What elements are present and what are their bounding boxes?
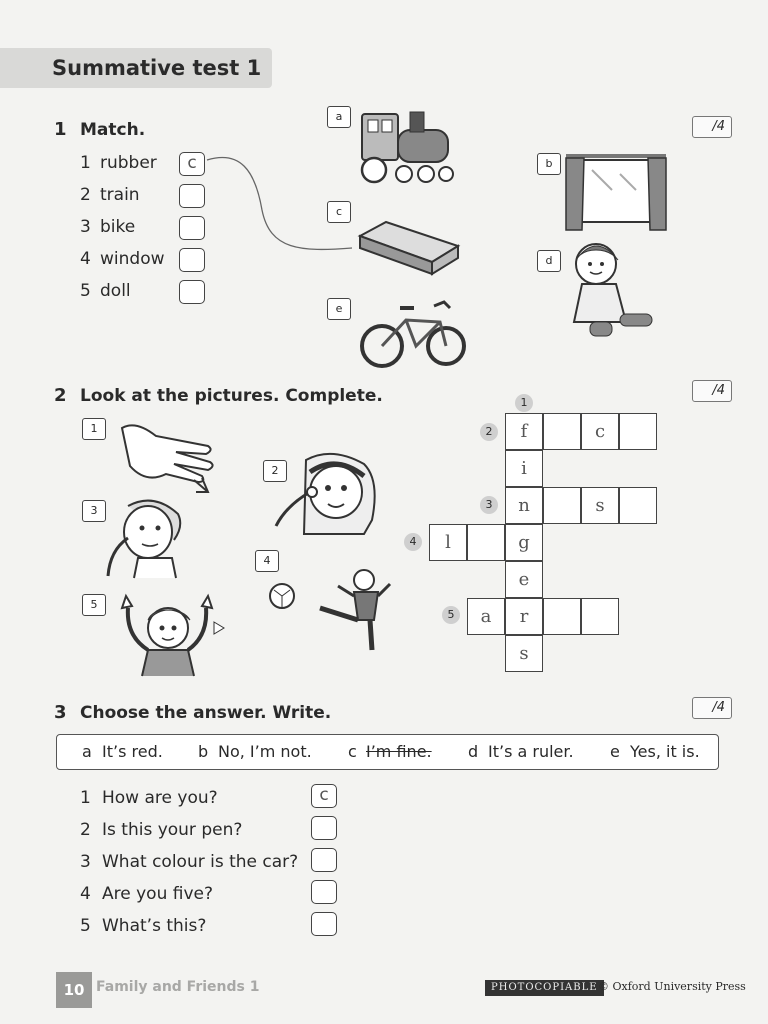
- section-1-number: 1: [54, 119, 67, 140]
- match-item-number: 5: [80, 281, 91, 301]
- option-letter: c: [348, 742, 357, 761]
- train-illustration: [358, 108, 458, 188]
- crossword-cell[interactable]: i: [505, 450, 543, 487]
- match-item-word: train: [100, 185, 140, 205]
- photocopiable-badge: PHOTOCOPIABLE: [485, 980, 604, 996]
- picture-label-c: c: [327, 201, 351, 223]
- match-item-number: 4: [80, 249, 91, 269]
- crossword-cell[interactable]: a: [467, 598, 505, 635]
- clue-number-5: 5: [442, 606, 460, 624]
- picture-label-d: d: [537, 250, 561, 272]
- match-item-word: window: [100, 249, 165, 269]
- question-number: 2: [80, 820, 91, 840]
- crossword-cell[interactable]: [619, 487, 657, 524]
- option-letter: a: [82, 742, 92, 761]
- question-answer-box[interactable]: c: [311, 784, 337, 808]
- doll-illustration: [560, 238, 660, 342]
- section-3-score: /4: [692, 697, 732, 719]
- question-number: 5: [80, 916, 91, 936]
- question-text: Are you five?: [102, 884, 213, 904]
- clue-number-4: 4: [404, 533, 422, 551]
- picture-label-5: 5: [82, 594, 106, 616]
- match-item-number: 1: [80, 153, 91, 173]
- page-number: 10: [56, 972, 92, 1008]
- crossword-cell[interactable]: [581, 598, 619, 635]
- crossword-cell[interactable]: [619, 413, 657, 450]
- clue-number-3: 3: [480, 496, 498, 514]
- option-text: It’s a ruler.: [488, 742, 574, 761]
- boy-hands-illustration: [112, 592, 228, 678]
- crossword-cell[interactable]: r: [505, 598, 543, 635]
- question-number: 3: [80, 852, 91, 872]
- crossword-cell[interactable]: n: [505, 487, 543, 524]
- picture-label-3: 3: [82, 500, 106, 522]
- clue-number-1: 1: [515, 394, 533, 412]
- crossword-cell[interactable]: [543, 598, 581, 635]
- boy-kick-illustration: [268, 566, 398, 656]
- option-letter: d: [468, 742, 479, 761]
- option-text: Yes, it is.: [630, 742, 700, 761]
- crossword-cell[interactable]: s: [581, 487, 619, 524]
- question-number: 1: [80, 788, 91, 808]
- question-text: Is this your pen?: [102, 820, 243, 840]
- match-item-word: doll: [100, 281, 131, 301]
- crossword-cell[interactable]: l: [429, 524, 467, 561]
- section-1-score: /4: [692, 116, 732, 138]
- section-3-number: 3: [54, 702, 67, 723]
- crossword-cell[interactable]: g: [505, 524, 543, 561]
- question-answer-box[interactable]: [311, 816, 337, 840]
- question-answer-box[interactable]: [311, 880, 337, 904]
- section-2-score: /4: [692, 380, 732, 402]
- boy-nose-illustration: [104, 498, 188, 580]
- crossword-cell[interactable]: [467, 524, 505, 561]
- crossword-cell[interactable]: f: [505, 413, 543, 450]
- picture-label-1: 1: [82, 418, 106, 440]
- match-item-number: 3: [80, 217, 91, 237]
- match-item-word: rubber: [100, 153, 157, 173]
- option-text: It’s red.: [102, 742, 163, 761]
- picture-label-4: 4: [255, 550, 279, 572]
- option-letter: e: [610, 742, 620, 761]
- option-text-crossed: I’m fine.: [366, 742, 432, 761]
- section-2-number: 2: [54, 385, 67, 406]
- clue-number-2: 2: [480, 423, 498, 441]
- section-1-heading: Match.: [80, 120, 146, 140]
- page-title: Summative test 1: [52, 56, 262, 80]
- picture-label-e: e: [327, 298, 351, 320]
- match-answer-box[interactable]: c: [179, 152, 205, 176]
- hand-illustration: [116, 414, 220, 498]
- crossword-cell[interactable]: e: [505, 561, 543, 598]
- question-text: How are you?: [102, 788, 218, 808]
- crossword-cell[interactable]: s: [505, 635, 543, 672]
- rubber-illustration: [356, 218, 462, 276]
- publisher-credit: © Oxford University Press: [598, 980, 746, 993]
- series-name: Family and Friends 1: [96, 979, 260, 995]
- picture-label-2: 2: [263, 460, 287, 482]
- section-3-heading: Choose the answer. Write.: [80, 703, 332, 723]
- crossword-cell[interactable]: [543, 487, 581, 524]
- option-text: No, I’m not.: [218, 742, 312, 761]
- question-answer-box[interactable]: [311, 848, 337, 872]
- girl-eye-illustration: [272, 450, 384, 540]
- question-answer-box[interactable]: [311, 912, 337, 936]
- question-text: What colour is the car?: [102, 852, 299, 872]
- crossword-cell[interactable]: [543, 413, 581, 450]
- match-item-number: 2: [80, 185, 91, 205]
- bike-illustration: [360, 296, 468, 370]
- picture-label-b: b: [537, 153, 561, 175]
- window-illustration: [562, 150, 670, 236]
- question-text: What’s this?: [102, 916, 207, 936]
- crossword-cell[interactable]: c: [581, 413, 619, 450]
- section-2-heading: Look at the pictures. Complete.: [80, 386, 383, 406]
- option-letter: b: [198, 742, 209, 761]
- picture-label-a: a: [327, 106, 351, 128]
- question-number: 4: [80, 884, 91, 904]
- match-item-word: bike: [100, 217, 136, 237]
